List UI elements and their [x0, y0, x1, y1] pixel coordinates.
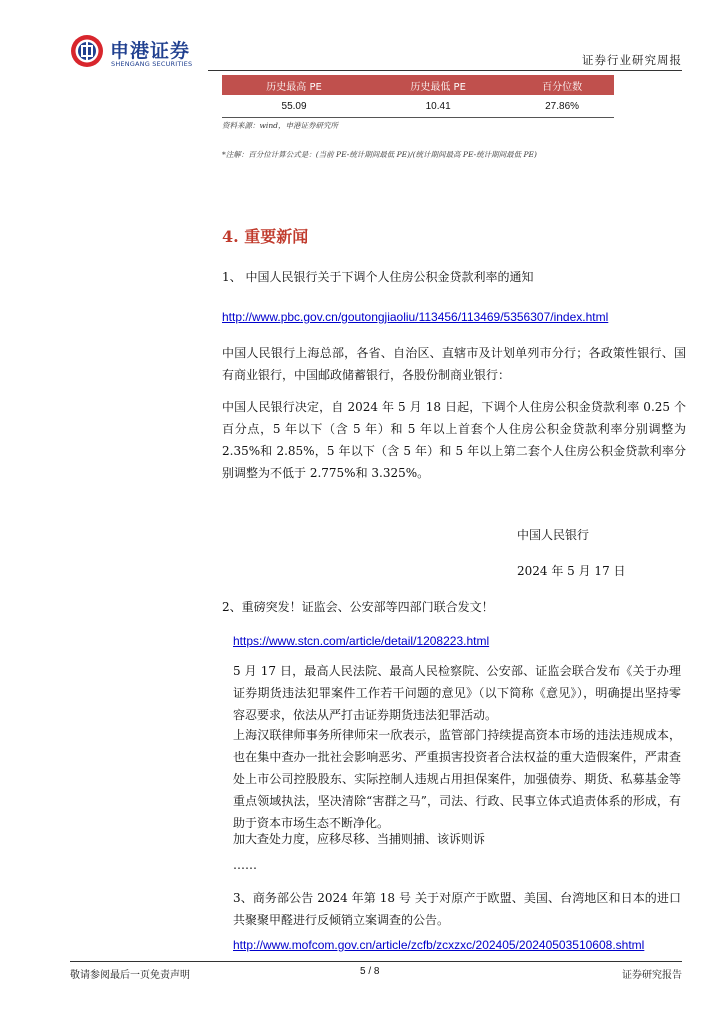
- news-link[interactable]: http://www.mofcom.gov.cn/article/zcfb/zcxzxc/202405/20240503510608.shtml: [233, 938, 645, 952]
- footer-disclaimer: 敬请参阅最后一页免责声明: [70, 970, 190, 981]
- signature-org: 中国人民银行: [517, 528, 590, 542]
- news-paragraph: 上海汉联律师事务所律师宋一欣表示，监管部门持续提高资本市场的违法违规成本，也在集中查办一批社会影响恶劣、严重损害投资者合法权益的重大造假案件，严肃查处上市公司控股股东、实际控制人违规占用担保案件，加强债券、期货、私募基金等重点领域执法，坚决清除“害群之马”，司法、行政、民事立体式追责体系的形成，有助于资本市场生态不断净化。: [233, 728, 681, 830]
- footer-report-label: 证券研究报告: [622, 970, 682, 981]
- shengang-logo-icon: [70, 34, 104, 68]
- news-title: 1、 中国人民银行关于下调个人住房公积金贷款利率的通知: [222, 270, 534, 284]
- news-paragraph: 5 月 17 日，最高人民法院、最高人民检察院、公安部、证监会联合发布《关于办理证券期货违法犯罪案件工作若干问题的意见》（以下简称《意见》），明确提出坚持零容忍要求，依法从严打击证券期货违法犯罪活动。: [233, 664, 681, 722]
- news-title: 2、重磅突发！证监会、公安部等四部门联合发文！: [222, 600, 494, 614]
- news-paragraph: 加大查处力度，应移尽移、当捕则捕、该诉则诉: [233, 832, 486, 846]
- table-cell: 27.86%: [510, 95, 614, 118]
- source-note: 资料来源：wind，申港证券研究所: [222, 121, 338, 130]
- news-link[interactable]: http://www.pbc.gov.cn/goutongjiaoliu/113456/113469/5356307/index.html: [222, 310, 609, 324]
- section-title: 4. 重要新闻: [222, 227, 309, 246]
- table-row: [222, 95, 614, 118]
- report-type: 证券行业研究周报: [582, 53, 682, 67]
- table-header-row: [222, 75, 614, 95]
- formula-note: *注解：百分位计算公式是：(当前 PE-统计期间最低 PE)/(统计期间最高 PE-统计期间最低 PE): [222, 150, 537, 159]
- brand-name: 申港证券: [110, 40, 191, 62]
- news-paragraph: 中国人民银行上海总部，各省、自治区、直辖市及计划单列市分行；各政策性银行、国有商业银行，中国邮政储蓄银行，各股份制商业银行：: [222, 346, 686, 382]
- news-link[interactable]: https://www.stcn.com/article/detail/1208223.html: [233, 634, 490, 648]
- table-header-cell: 百分位数: [510, 75, 614, 95]
- page-number: 5 / 8: [360, 966, 380, 977]
- brand-name-en: SHENGANG SECURITIES: [111, 60, 193, 68]
- ellipsis: ……: [233, 858, 257, 872]
- pe-percentile-table: [222, 75, 614, 118]
- table-header-cell: 历史最低 PE: [366, 75, 510, 95]
- footer-divider: [70, 961, 682, 962]
- header-divider: [208, 70, 682, 71]
- news-paragraph: 中国人民银行决定，自 2024 年 5 月 18 日起，下调个人住房公积金贷款利率 0.25 个百分点，5 年以下（含 5 年）和 5 年以上首套个人住房公积金贷款利率分别调整为 2.35%和 2.85%，5 年以下（含 5 年）和 5 年以上第二套个人住房公积金贷款利率分别调整为不低于 2.775%和 3.325%。: [222, 400, 686, 480]
- news-title: 3、商务部公告 2024 年第 18 号 关于对原产于欧盟、美国、台湾地区和日本的进口共聚聚甲醛进行反倾销立案调查的公告。: [233, 891, 681, 927]
- table-header-cell: 历史最高 PE: [222, 75, 366, 95]
- table-cell: 10.41: [366, 95, 510, 118]
- table-cell: 55.09: [222, 95, 366, 118]
- signature-date: 2024 年 5 月 17 日: [517, 564, 626, 578]
